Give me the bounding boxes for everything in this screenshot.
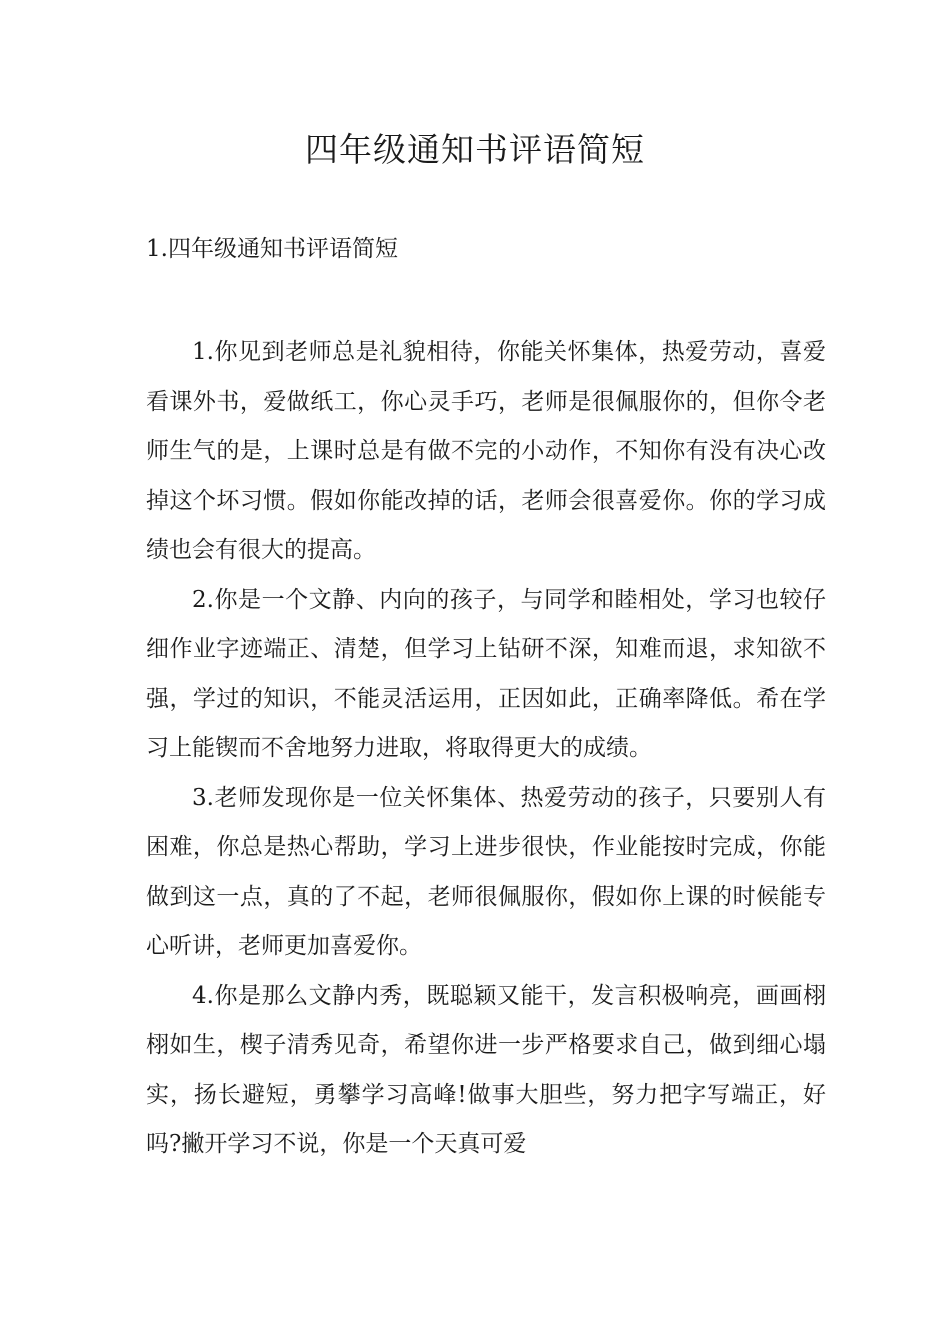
page-title: 四年级通知书评语简短 [305, 130, 645, 169]
section-heading: 1.四年级通知书评语简短 [146, 236, 398, 262]
paragraph-4: 4.你是那么文静内秀，既聪颖又能干，发言积极响亮，画画栩栩如生，楔子清秀见奇，希望你进一步严格要求自己，做到细心塌实，扬长避短，勇攀学习高峰!做事大胆些，努力把字写端正，好吗?撇开学习不说，你是一个天真可爱 [146, 982, 826, 1157]
paragraph-1: 1.你见到老师总是礼貌相待，你能关怀集体，热爱劳动，喜爱看课外书，爱做纸工，你心灵手巧，老师是很佩服你的，但你令老师生气的是，上课时总是有做不完的小动作，不知你有没有决心改掉这个坏习惯。假如你能改掉的话，老师会很喜爱你。你的学习成绩也会有很大的提高。 [146, 339, 826, 563]
paragraph-2: 2.你是一个文静、内向的孩子，与同学和睦相处，学习也较仔细作业字迹端正、清楚，但学习上钻研不深，知难而退，求知欲不强，学过的知识，不能灵活运用，正因如此，正确率降低。希在学习上能锲而不舍地努力进取，将取得更大的成绩。 [146, 586, 826, 761]
paragraph-3: 3.老师发现你是一位关怀集体、热爱劳动的孩子，只要别人有困难，你总是热心帮助，学习上进步很快，作业能按时完成，你能做到这一点，真的了不起，老师很佩服你，假如你上课的时候能专心听讲，老师更加喜爱你。 [146, 784, 826, 959]
body-text [146, 328, 826, 1170]
